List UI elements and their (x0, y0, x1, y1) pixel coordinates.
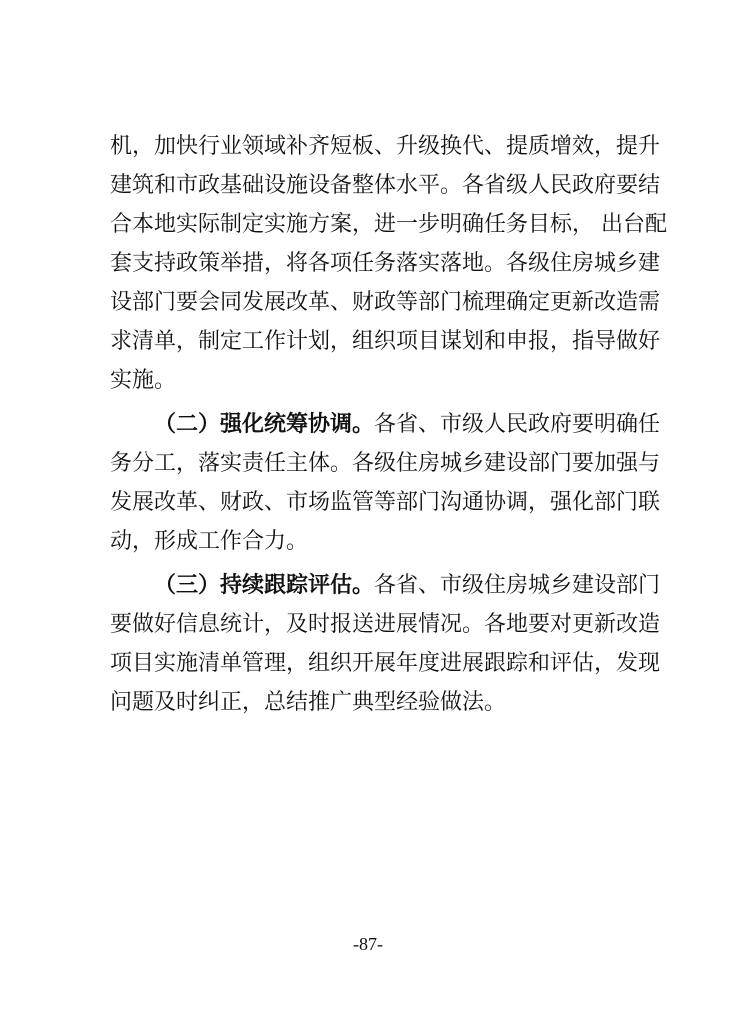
text-line: 机，加快行业领域补齐短板、升级换代、提质增效，提升 (110, 134, 661, 159)
paragraph-evaluation (110, 566, 661, 722)
text-line: 求清单，制定工作计划，组织项目谋划和申报，指导做好 (110, 329, 661, 354)
text-line: 问题及时纠正，总结推广典型经验做法。 (110, 690, 507, 715)
text-line: 务分工，落实责任主体。各级住房城乡建设部门要加强与 (110, 451, 661, 476)
text-line: 发展改革、财政、市场监管等部门沟通协调，强化部门联 (110, 490, 661, 515)
paragraph-continuation (110, 127, 667, 400)
section-heading: （三）持续跟踪评估。 (154, 572, 375, 598)
text-line: 合本地实际制定实施方案，进一步明确任务目标， 出台配 (110, 212, 667, 237)
text-line: 实施。 (110, 368, 177, 393)
text-line: 动，形成工作合力。 (110, 529, 309, 554)
text-run: 各省、市级人民政府要明确任 (374, 412, 661, 437)
text-run: 各省、市级住房城乡建设部门 (374, 573, 661, 598)
text-line: 要做好信息统计，及时报送进展情况。各地要对更新改造 (110, 612, 661, 637)
text-line: 设部门要会同发展改革、财政等部门梳理确定更新改造需 (110, 290, 661, 315)
text-line (110, 566, 661, 605)
text-line: 套支持政策举措，将各项任务落实落地。各级住房城乡建 (110, 251, 661, 276)
text-line: 项目实施清单管理，组织开展年度进展跟踪和评估，发现 (110, 651, 661, 676)
page-number: -87- (353, 934, 383, 954)
text-line (110, 405, 661, 444)
text-line: 建筑和市政基础设施设备整体水平。各省级人民政府要结 (110, 173, 661, 198)
section-heading: （二）强化统筹协调。 (154, 411, 375, 437)
paragraph-coordination (110, 405, 661, 561)
